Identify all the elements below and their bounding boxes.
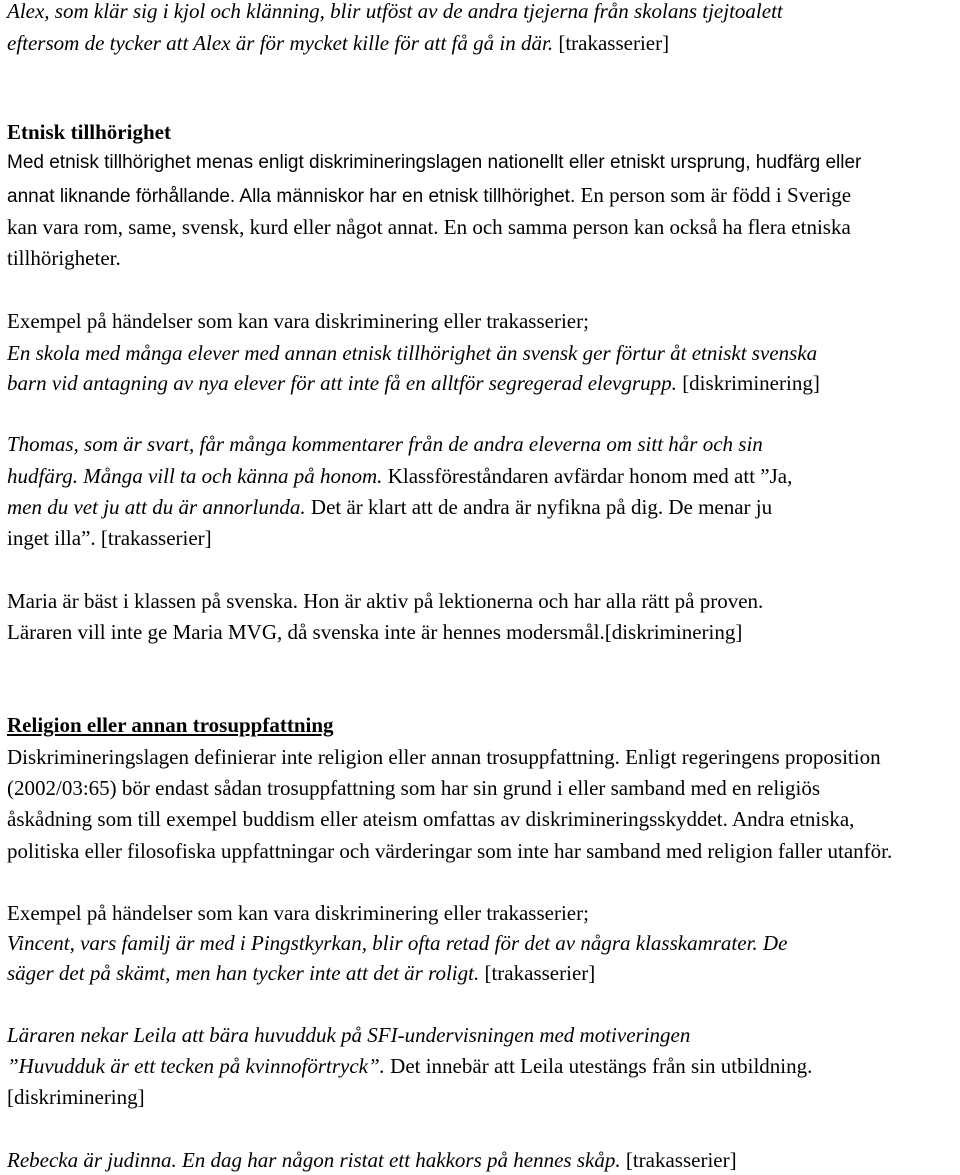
etnisk-heading: Etnisk tillhörighet bbox=[7, 120, 171, 144]
religion-ex2-line-1: Läraren nekar Leila att bära huvudduk på SFI-undervisningen med motiveringen bbox=[7, 1023, 691, 1047]
etnisk-ex1-tag: [diskriminering] bbox=[682, 371, 820, 395]
intro-tag: [trakasserier] bbox=[558, 31, 670, 55]
religion-ex3-tag: [trakasserier] bbox=[625, 1148, 737, 1172]
religion-body-line-3: åskådning som till exempel buddism eller ateism omfattas av diskrimineringsskyddet. Andra etniska, bbox=[7, 807, 855, 831]
religion-body-line-4: politiska eller filosofiska uppfattningar och värderingar som inte har samband med religion faller utanför. bbox=[7, 839, 893, 863]
etnisk-ex1-line-1: En skola med många elever med annan etnisk tillhörighet än svensk ger förtur åt etniskt svenska bbox=[7, 341, 818, 365]
intro-line-1: Alex, som klär sig i kjol och klänning, blir utföst av de andra tjejerna från skolans tjejtoalett bbox=[7, 0, 783, 23]
etnisk-body-line-4: tillhörigheter. bbox=[7, 246, 121, 270]
etnisk-body-line-2: annat liknande förhållande. Alla människor har en etnisk tillhörighet. En person som är född i Sverige bbox=[7, 183, 852, 207]
religion-examples-intro: Exempel på händelser som kan vara diskriminering eller trakasserier; bbox=[7, 901, 589, 925]
etnisk-body-line-1: Med etnisk tillhörighet menas enligt diskrimineringslagen nationellt eller etniskt ursprung, hudfärg eller bbox=[7, 152, 862, 173]
etnisk-ex3-tag: [diskriminering] bbox=[604, 620, 743, 644]
etnisk-ex2-line-4: inget illa”. [trakasserier] bbox=[7, 526, 212, 550]
religion-heading: Religion eller annan trosuppfattning bbox=[7, 713, 334, 737]
religion-ex3-line: Rebecka är judinna. En dag har någon ristat ett hakkors på hennes skåp. [trakasserier] bbox=[7, 1148, 737, 1172]
etnisk-ex2-tag: [trakasserier] bbox=[100, 526, 212, 550]
religion-ex2-tag: [diskriminering] bbox=[7, 1085, 145, 1109]
etnisk-ex2-line-2: hudfärg. Många vill ta och känna på honom. Klassföreståndaren avfärdar honom med att ”Ja, bbox=[7, 464, 793, 488]
religion-ex1-line-1: Vincent, vars familj är med i Pingstkyrkan, blir ofta retad för det av några klasskamrater. De bbox=[7, 931, 788, 955]
etnisk-ex2-line-3: men du vet ju att du är annorlunda. Det är klart att de andra är nyfikna på dig. De menar ju bbox=[7, 495, 773, 519]
religion-body-line-2: (2002/03:65) bör endast sådan trosuppfattning som har sin grund i eller samband med en religiös bbox=[7, 776, 821, 800]
etnisk-ex3-line-1: Maria är bäst i klassen på svenska. Hon är aktiv på lektionerna och har alla rätt på proven. bbox=[7, 589, 764, 613]
etnisk-ex2-line-1: Thomas, som är svart, får många kommentarer från de andra eleverna om sitt hår och sin bbox=[7, 432, 763, 456]
religion-body-line-1: Diskrimineringslagen definierar inte religion eller annan trosuppfattning. Enligt regeringens proposition bbox=[7, 745, 881, 769]
etnisk-ex1-line-2: barn vid antagning av nya elever för att inte få en alltför segregerad elevgrupp. [diskriminering] bbox=[7, 371, 820, 395]
etnisk-body-line-3: kan vara rom, same, svensk, kurd eller något annat. En och samma person kan också ha flera etniska bbox=[7, 215, 851, 239]
etnisk-ex3-line-2: Läraren vill inte ge Maria MVG, då svenska inte är hennes modersmål.[diskriminering] bbox=[7, 620, 743, 644]
religion-ex1-line-2: säger det på skämt, men han tycker inte att det är roligt. [trakasserier] bbox=[7, 961, 596, 985]
religion-ex2-line-2: ”Huvudduk är ett tecken på kvinnoförtryck”. Det innebär att Leila utestängs från sin utbildning. bbox=[7, 1054, 813, 1078]
etnisk-examples-intro: Exempel på händelser som kan vara diskriminering eller trakasserier; bbox=[7, 309, 589, 333]
intro-line-2: eftersom de tycker att Alex är för mycket kille för att få gå in där. [trakasserier] bbox=[7, 31, 670, 55]
religion-ex1-tag: [trakasserier] bbox=[484, 961, 596, 985]
